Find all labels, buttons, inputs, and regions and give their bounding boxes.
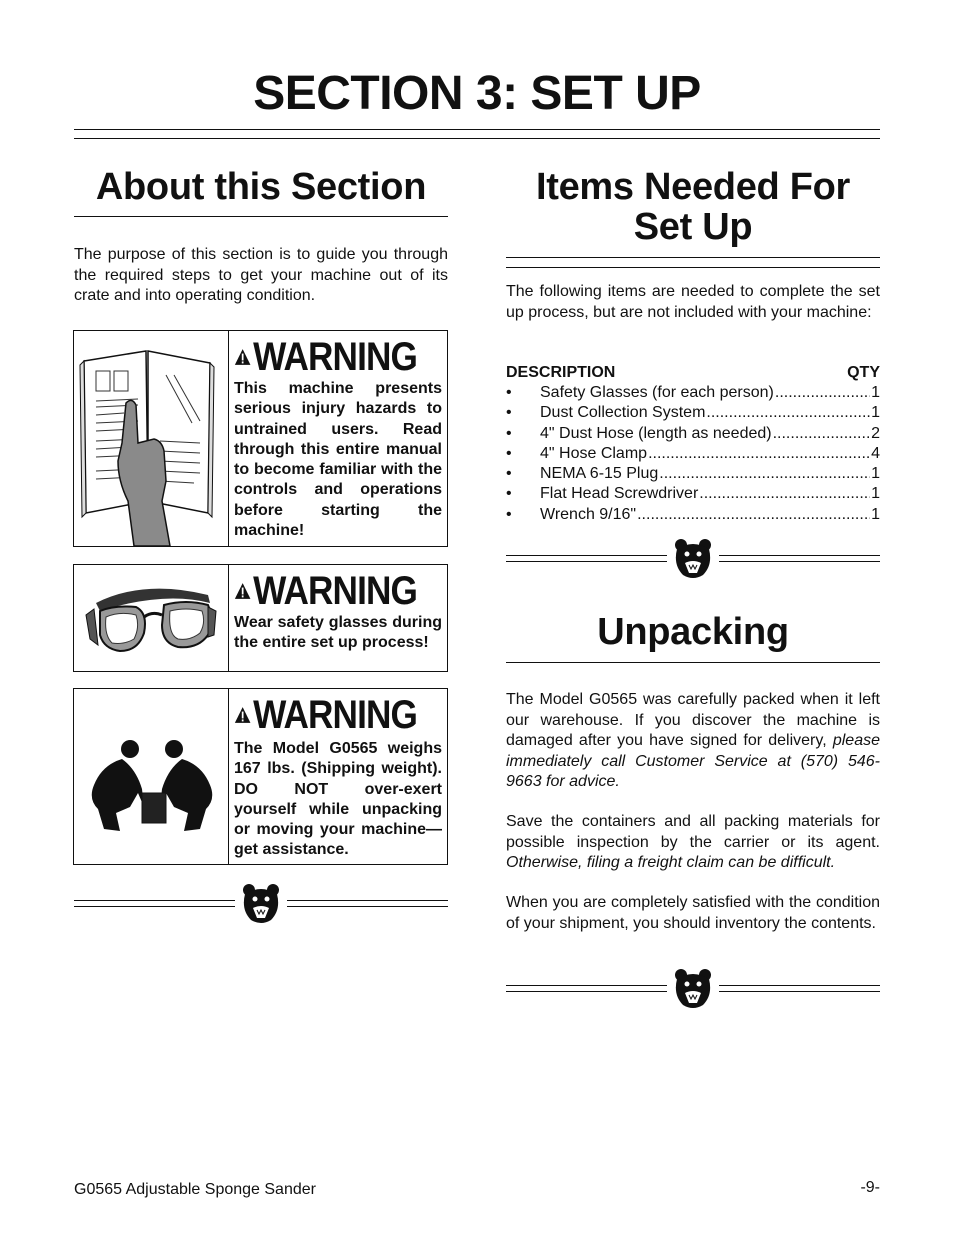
open-manual-pointing-hand-icon bbox=[74, 331, 228, 546]
items-list bbox=[506, 364, 880, 525]
warning-content-2 bbox=[234, 571, 442, 654]
warning-box-lifting bbox=[73, 688, 448, 865]
items-list-header bbox=[506, 364, 880, 382]
unpacking-paragraph-3: When you are completely satisfied with the condition of your shipment, you should inventory the contents. bbox=[506, 894, 880, 932]
about-body: The purpose of this section is to guide you through the required steps to get your machine out of its crate and into operating condition. bbox=[74, 246, 448, 304]
unpacking-paragraph-1: The Model G0565 was carefully packed when it left our warehouse. If you discover the machine is damaged after you have signed for delivery, please immediately call Customer Service at (570) 546-9663 for advice. bbox=[506, 691, 880, 790]
warning-title: WARNING bbox=[234, 337, 417, 377]
divider-right-1 bbox=[506, 537, 880, 579]
warning-title: WARNING bbox=[234, 571, 417, 611]
items-needed-heading: Items Needed For Set Up bbox=[535, 166, 851, 248]
warning-content-3 bbox=[234, 695, 442, 861]
items-rule-top bbox=[506, 257, 880, 258]
lifting-image bbox=[74, 689, 229, 864]
unpacking-heading: Unpacking bbox=[597, 611, 789, 653]
warning-triangle-icon bbox=[234, 697, 251, 733]
warning-triangle-icon bbox=[234, 339, 251, 375]
unpacking-rule bbox=[506, 662, 880, 663]
warning-triangle-icon bbox=[234, 573, 251, 609]
page-title: SECTION 3: SET UP bbox=[253, 67, 701, 120]
safety-glasses-icon bbox=[74, 565, 228, 671]
list-item: • Safety Glasses (for each person) ..... 1 bbox=[506, 383, 880, 403]
bear-logo-icon bbox=[673, 967, 713, 1009]
glasses-image bbox=[74, 565, 229, 671]
warning-box-manual bbox=[73, 330, 448, 547]
list-item: • Wrench 9/16" ..... 1 bbox=[506, 505, 880, 525]
warning-box-glasses bbox=[73, 564, 448, 672]
list-item: • NEMA 6-15 Plug ..... 1 bbox=[506, 464, 880, 484]
divider-left bbox=[74, 882, 448, 924]
list-item: • Dust Collection System ..... 1 bbox=[506, 403, 880, 423]
divider-right-2 bbox=[506, 967, 880, 1009]
two-people-lifting-icon bbox=[74, 689, 228, 864]
items-rows bbox=[506, 383, 880, 525]
manual-image bbox=[74, 331, 229, 546]
bear-logo-icon bbox=[673, 537, 713, 579]
warning-text: The Model G0565 weighs 167 lbs. (Shipping weight). DO NOT over-exert yourself while unpacking or moving your machine—get assistance. bbox=[234, 740, 442, 859]
page-number: -9- bbox=[860, 1179, 880, 1196]
list-item: • 4" Hose Clamp ..... 4 bbox=[506, 444, 880, 464]
qty-column-header: QTY bbox=[847, 364, 880, 381]
about-heading: About this Section bbox=[95, 166, 427, 208]
footer-title: G0565 Adjustable Sponge Sander bbox=[74, 1181, 316, 1198]
list-item: • 4" Dust Hose (length as needed) ..... 2 bbox=[506, 424, 880, 444]
title-double-rule bbox=[74, 129, 880, 139]
warning-title: WARNING bbox=[234, 695, 417, 735]
items-intro: The following items are needed to complete the set up process, but are not included with your machine: bbox=[506, 283, 880, 321]
warning-text: This machine presents serious injury hazards to untrained users. Read through this entire manual to become familiar with the controls and operations before starting the machine! bbox=[234, 380, 442, 540]
warning-text: Wear safety glasses during the entire set up process! bbox=[234, 614, 442, 652]
list-item: • Flat Head Screwdriver ..... 1 bbox=[506, 484, 880, 504]
bear-logo-icon bbox=[241, 882, 281, 924]
unpacking-paragraph-2: Save the containers and all packing materials for possible inspection by the carrier or its agent. Otherwise, filing a freight claim can be difficult. bbox=[506, 813, 880, 871]
about-rule bbox=[74, 216, 448, 217]
warning-content-1 bbox=[234, 337, 442, 541]
items-rule-bottom bbox=[506, 267, 880, 268]
description-column-header: DESCRIPTION bbox=[506, 364, 616, 381]
